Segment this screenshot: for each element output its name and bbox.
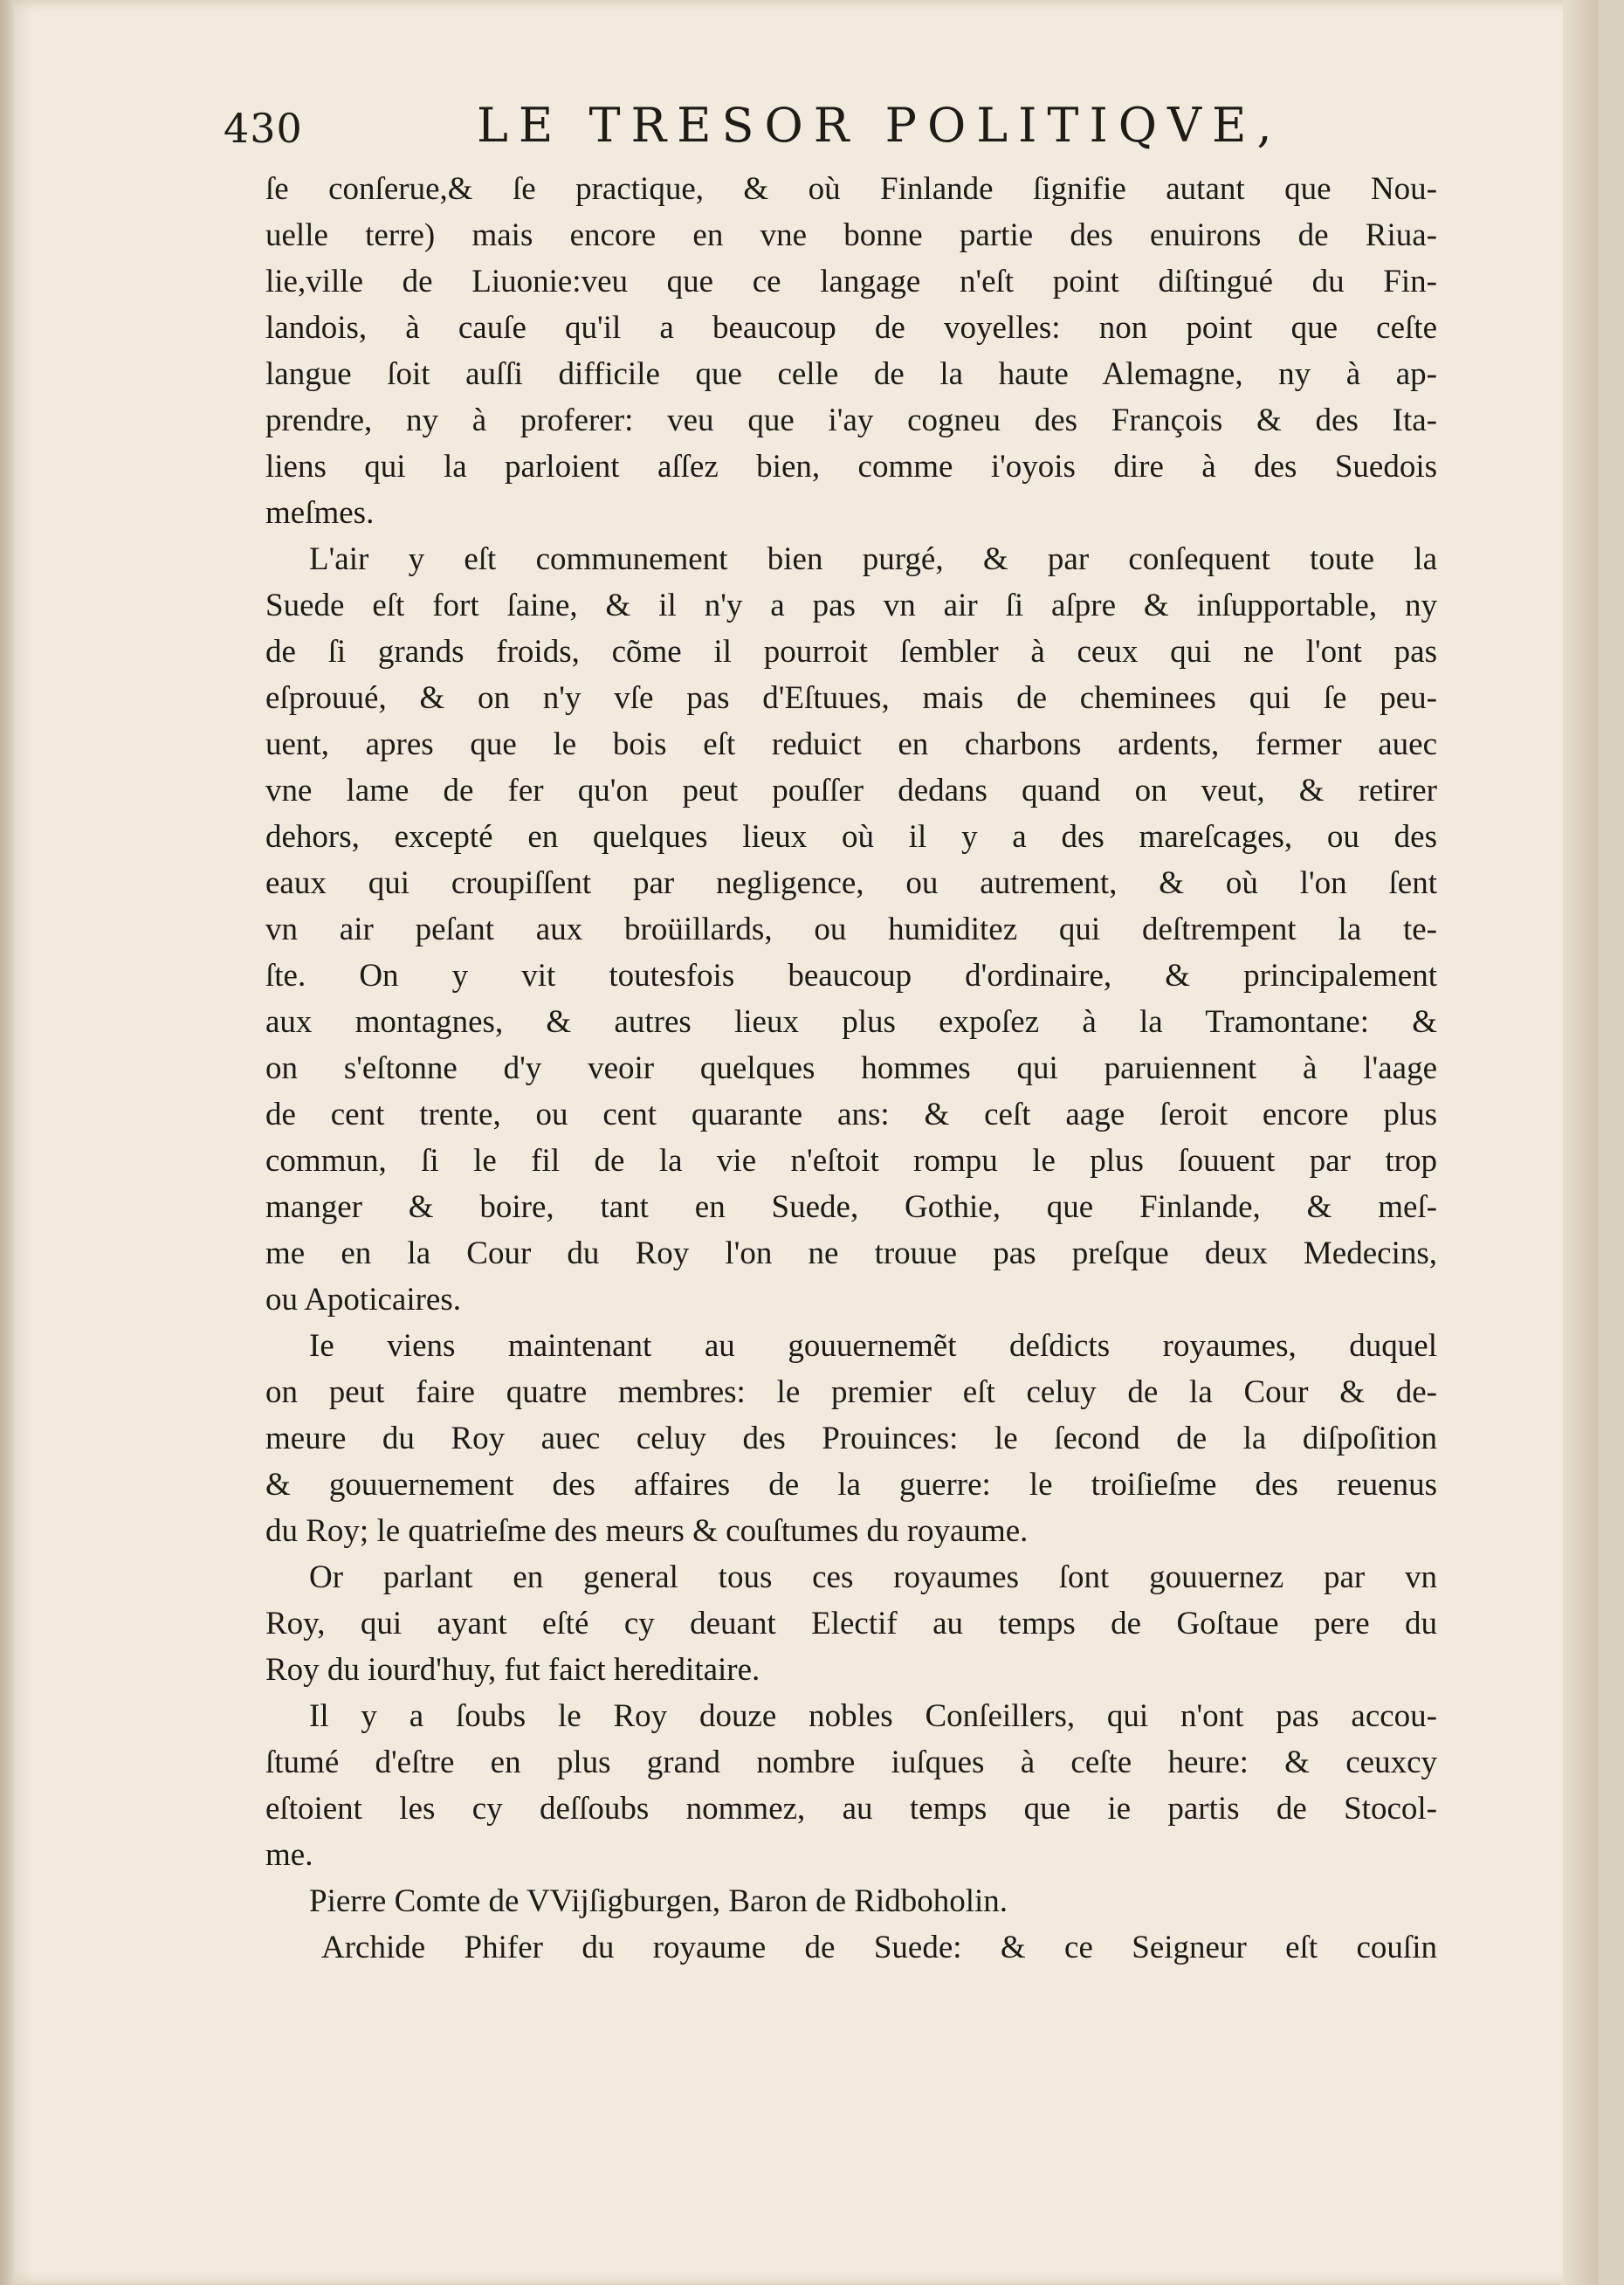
binding-shadow: [0, 0, 14, 2285]
text-line: dehors, excepté en quelques lieux où il y a des mareſcages, ou des: [265, 819, 1437, 855]
text-line: eaux qui croupiſſent par negligence, ou autrement, & où l'on ſent: [265, 865, 1437, 901]
text-line: ou Apoticaires.: [265, 1282, 462, 1318]
text-line: Or parlant en general tous ces royaumes ſont gouuernez par vn: [309, 1559, 1437, 1595]
text-line: on peut faire quatre membres: le premier eſt celuy de la Cour & de-: [265, 1374, 1437, 1410]
text-line: vne lame de fer qu'on peut pouſſer dedans quand on veut, & retirer: [265, 773, 1437, 809]
text-line: ſtumé d'eſtre en plus grand nombre iuſques à ceſte heure: & ceuxcy: [265, 1745, 1437, 1780]
text-line: uelle terre) mais encore en vne bonne partie des enuirons de Riua-: [265, 217, 1437, 253]
text-line: du Roy; le quatrieſme des meurs & couſtumes du royaume.: [265, 1513, 1029, 1549]
text-line: Roy du iourd'huy, fut faict hereditaire.: [265, 1652, 760, 1688]
text-line: ſte. On y vit toutesfois beaucoup d'ordinaire, & principalement: [265, 958, 1437, 994]
page-number: 430: [224, 105, 303, 152]
text-line: de ſi grands froids, cõme il pourroit ſembler à ceux qui ne l'ont pas: [265, 634, 1437, 670]
text-line: liens qui la parloient aſſez bien, comme i'oyois dire à des Suedois: [265, 449, 1437, 485]
text-line: lie,ville de Liuonie:veu que ce langage n'eſt point diſtingué du Fin-: [265, 264, 1437, 299]
text-line: eſtoient les cy deſſoubs nommez, au temps que ie partis de Stocol-: [265, 1791, 1437, 1827]
text-line: on s'eſtonne d'y veoir quelques hommes qui paruiennent à l'aage: [265, 1050, 1437, 1086]
text-line: eſprouué, & on n'y vſe pas d'Eſtuues, mais de cheminees qui ſe peu-: [265, 680, 1437, 716]
text-line: vn air peſant aux broüillards, ou humiditez qui deſtrempent la te-: [265, 912, 1437, 947]
text-line: meure du Roy auec celuy des Prouinces: le ſecond de la diſpoſition: [265, 1421, 1437, 1456]
text-line: Il y a ſoubs le Roy douze nobles Conſeillers, qui n'ont pas accou-: [309, 1698, 1437, 1734]
text-line: prendre, ny à proferer: veu que i'ay cogneu des François & des Ita-: [265, 403, 1437, 438]
text-line: commun, ſi le fil de la vie n'eſtoit rompu le plus ſouuent par trop: [265, 1143, 1437, 1179]
body-text: [265, 166, 1437, 1971]
text-line: me en la Cour du Roy l'on ne trouue pas preſque deux Medecins,: [265, 1235, 1437, 1271]
text-line: Roy, qui ayant eſté cy deuant Electif au temps de Goſtaue pere du: [265, 1606, 1437, 1641]
page-header: [224, 98, 1446, 159]
text-line: ſe conſerue,& ſe practique, & où Finlande ſignifie autant que Nou-: [265, 171, 1437, 207]
running-title: LE TRESOR POLITIQVE,: [477, 98, 1283, 153]
text-line: L'air y eſt communement bien purgé, & par conſequent toute la: [309, 541, 1437, 577]
text-line: & gouuernement des affaires de la guerre: le troiſieſme des reuenus: [265, 1467, 1437, 1503]
text-line: Ie viens maintenant au gouuernemẽt deſdicts royaumes, duquel: [309, 1328, 1437, 1364]
text-line: landois, à cauſe qu'il a beaucoup de voyelles: non point que ceſte: [265, 310, 1437, 346]
text-line: uent, apres que le bois eſt reduict en charbons ardents, fermer auec: [265, 726, 1437, 762]
text-line: de cent trente, ou cent quarante ans: & ceſt aage ſeroit encore plus: [265, 1097, 1437, 1132]
text-line: Suede eſt fort ſaine, & il n'y a pas vn air ſi aſpre & inſupportable, ny: [265, 588, 1437, 623]
text-line: me.: [265, 1837, 313, 1873]
text-line: Pierre Comte de VVijſigburgen, Baron de Ridboholin.: [309, 1883, 1008, 1919]
page-edge: [1563, 0, 1598, 2285]
text-line: aux montagnes, & autres lieux plus expoſez à la Tramontane: &: [265, 1004, 1437, 1040]
text-line: manger & boire, tant en Suede, Gothie, que Finlande, & meſ-: [265, 1189, 1437, 1225]
text-line: langue ſoit auſſi difficile que celle de la haute Alemagne, ny à ap-: [265, 356, 1437, 392]
text-line: Archide Phifer du royaume de Suede: & ce Seigneur eſt couſin: [321, 1930, 1437, 1965]
text-line: meſmes.: [265, 495, 375, 531]
